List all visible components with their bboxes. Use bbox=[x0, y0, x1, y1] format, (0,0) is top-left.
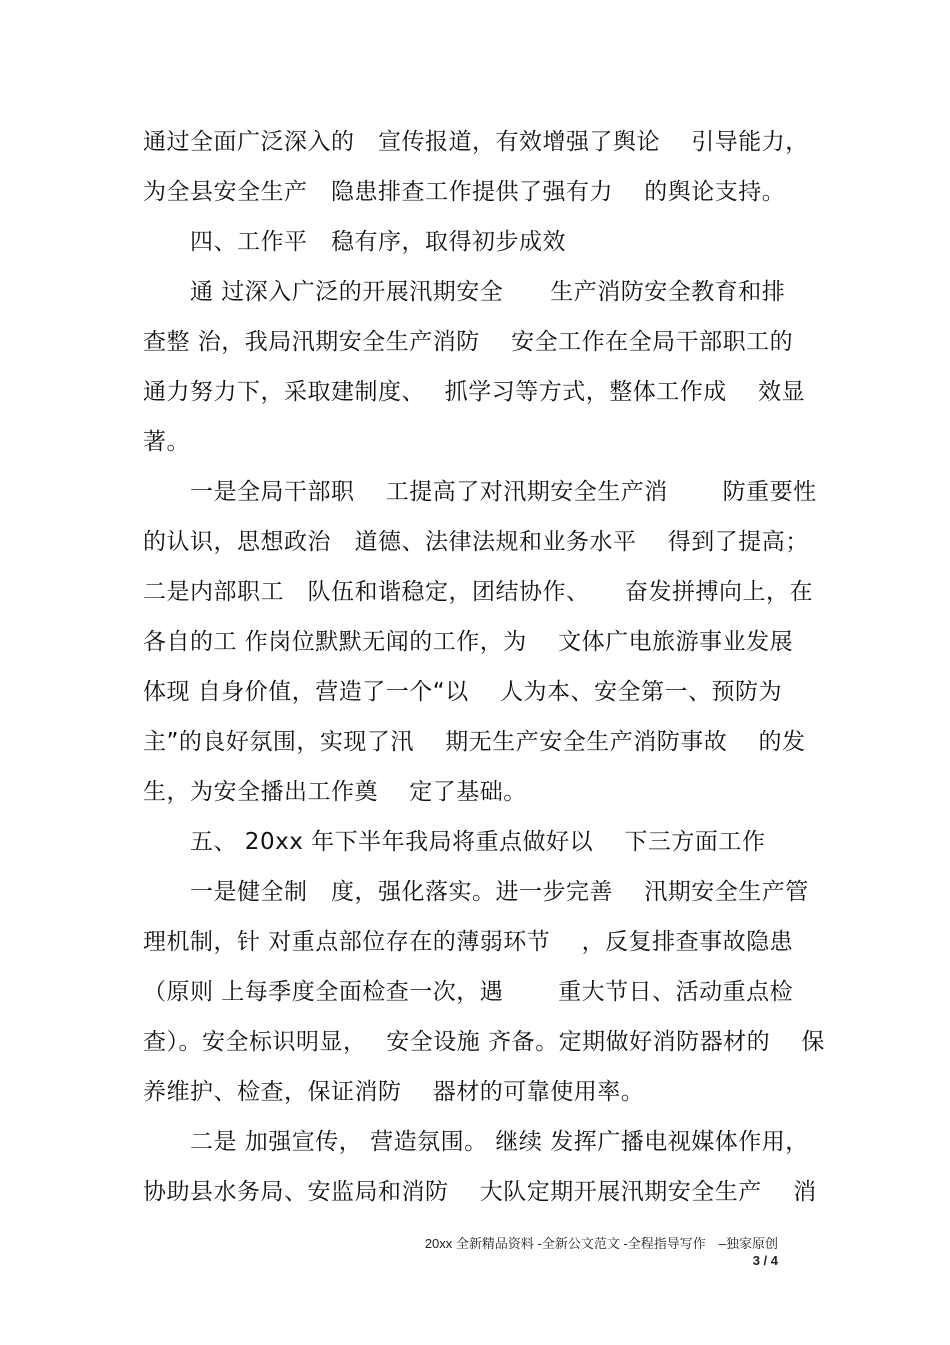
body-line: 各自的工 作岗位默默无闻的工作，为 文体广电旅游事业发展 bbox=[143, 629, 794, 655]
body-line: 主”的良好氛围，实现了汛 期无生产安全生产消防事故 的发 bbox=[143, 729, 806, 755]
body-line: （原则 上每季度全面检查一次，遇 重大节日、活动重点检 bbox=[143, 979, 794, 1005]
body-line: 通过全面广泛深入的 宣传报道，有效增强了舆论 引导能力， bbox=[143, 129, 809, 155]
section-heading: 五、 20xx 年下半年我局将重点做好以 下三方面工作 bbox=[143, 829, 766, 855]
body-line: 查）。安全标识明显， 安全设施 齐备。定期做好消防器材的 保 bbox=[143, 1029, 825, 1055]
page-number: 3 / 4 bbox=[752, 1253, 778, 1268]
body-line: 二是 加强宣传， 营造氛围。 继续 发挥广播电视媒体作用， bbox=[143, 1129, 809, 1155]
body-line: 二是内部职工 队伍和谐稳定，团结协作、 奋发拼搏向上，在 bbox=[143, 579, 813, 605]
body-line: 一是全局干部职 工提高了对汛期安全生产消 防重要性 bbox=[143, 479, 817, 505]
body-line: 体现 自身价值，营造了一个“以 人为本、安全第一、预防为 bbox=[143, 679, 783, 705]
body-line: 理机制，针 对重点部位存在的薄弱环节 ，反复排查事故隐患 bbox=[143, 929, 794, 955]
body-line: 著。 bbox=[143, 429, 190, 455]
body-line: 查整 治，我局汛期安全生产消防 安全工作在全局干部职工的 bbox=[143, 329, 794, 355]
body-line: 一是健全制 度，强化落实。进一步完善 汛期安全生产管 bbox=[143, 879, 809, 905]
body-line: 协助县水务局、安监局和消防 大队定期开展汛期安全生产 消 bbox=[143, 1179, 817, 1205]
body-line: 为全县安全生产 隐患排查工作提供了强有力 的舆论支持。 bbox=[143, 179, 786, 205]
body-line: 的认识，思想政治 道德、法律法规和业务水平 得到了提高； bbox=[143, 529, 809, 555]
body-line: 养维护、检查，保证消防 器材的可靠使用率。 bbox=[143, 1079, 645, 1105]
body-line: 通力努力下，采取建制度、 抓学习等方式，整体工作成 效显 bbox=[143, 379, 806, 405]
body-line: 生，为安全播出工作奠 定了基础。 bbox=[143, 779, 527, 805]
body-line: 通 过深入广泛的开展汛期安全 生产消防安全教育和排 bbox=[143, 279, 786, 305]
section-heading: 四、工作平 稳有序，取得初步成效 bbox=[143, 229, 566, 255]
footer-tagline: 20xx 全新精品资料 -全新公文范文 -全程指导写作 –独家原创 bbox=[424, 1236, 778, 1251]
